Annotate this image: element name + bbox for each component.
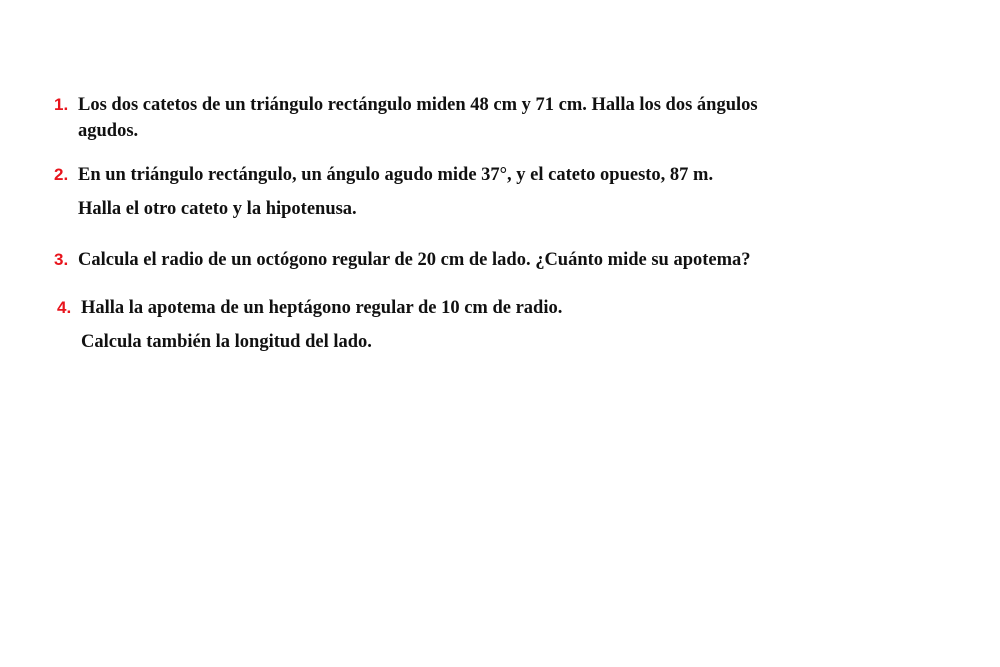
- problem-3: [54, 247, 854, 273]
- problem-number: 2.: [54, 165, 69, 184]
- problem-number: 3.: [54, 250, 69, 269]
- problem-4: [57, 295, 857, 355]
- problem-text: [78, 247, 854, 273]
- problem-text: [78, 162, 854, 222]
- problem-line: Halla el otro cateto y la hipotenusa.: [78, 199, 357, 219]
- problem-number: 4.: [57, 298, 72, 317]
- problem-line: Los dos catetos de un triángulo rectángulo miden 48 cm y 71 cm. Halla los dos ángulos: [78, 95, 758, 115]
- problem-2: [54, 162, 854, 222]
- problem-line: Calcula el radio de un octógono regular de 20 cm de lado. ¿Cuánto mide su apotema?: [78, 250, 751, 270]
- problem-line: agudos.: [78, 121, 139, 141]
- problem-1: [54, 92, 854, 144]
- problem-number: 1.: [54, 95, 69, 114]
- problem-text: [81, 295, 857, 355]
- problem-line: Halla la apotema de un heptágono regular de 10 cm de radio.: [81, 298, 563, 318]
- problem-text: [78, 92, 854, 144]
- problem-line: Calcula también la longitud del lado.: [81, 332, 372, 352]
- problem-line: En un triángulo rectángulo, un ángulo agudo mide 37°, y el cateto opuesto, 87 m.: [78, 165, 714, 185]
